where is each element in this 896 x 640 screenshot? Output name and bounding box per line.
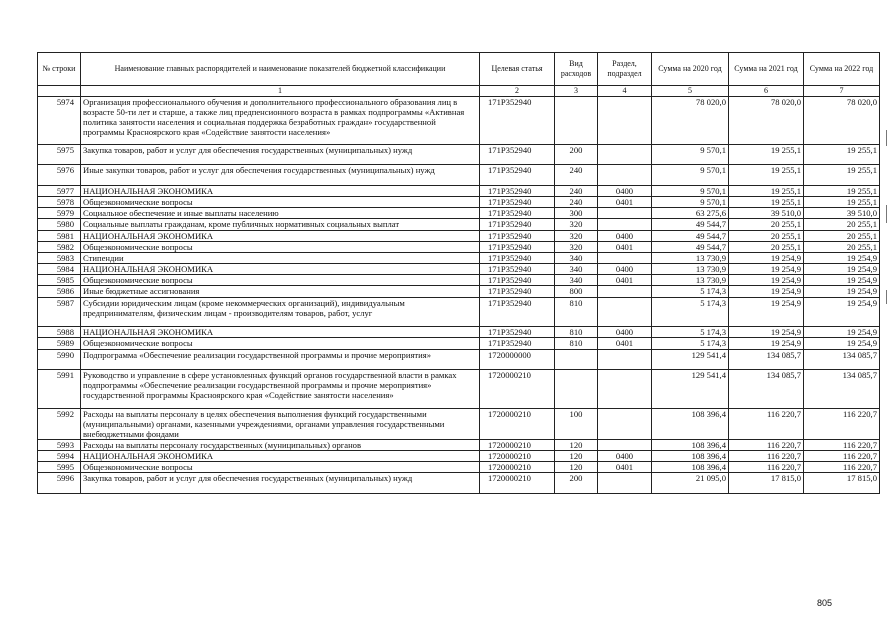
row-name: Социальное обеспечение и иные выплаты населению [81, 208, 480, 219]
row-sum-2022: 17 815,0 [804, 473, 880, 493]
row-number: 5986 [38, 286, 81, 297]
row-sum-2020: 13 730,9 [652, 275, 729, 286]
row-number: 5983 [38, 252, 81, 263]
row-section-code [598, 97, 652, 145]
row-number: 5988 [38, 327, 81, 338]
row-expense-kind: 810 [555, 327, 598, 338]
row-expense-kind: 240 [555, 165, 598, 185]
row-number: 5996 [38, 473, 81, 493]
row-number: 5995 [38, 462, 81, 473]
row-name: Расходы на выплаты персоналу государственных (муниципальных) органов [81, 439, 480, 450]
row-sum-2022: 19 254,9 [804, 252, 880, 263]
row-section-code [598, 286, 652, 297]
header-number [38, 86, 81, 97]
row-sum-2022: 19 254,9 [804, 286, 880, 297]
row-sum-2020: 5 174,3 [652, 338, 729, 349]
table-row [38, 349, 880, 369]
row-sum-2020: 129 541,4 [652, 370, 729, 409]
row-sum-2021: 116 220,7 [729, 451, 804, 462]
row-number: 5991 [38, 370, 81, 409]
row-expense-kind: 810 [555, 297, 598, 327]
row-sum-2021: 19 254,9 [729, 252, 804, 263]
table-row [38, 196, 880, 207]
row-expense-kind: 120 [555, 451, 598, 462]
row-expense-kind [555, 349, 598, 369]
row-number: 5994 [38, 451, 81, 462]
row-sum-2022: 19 255,1 [804, 185, 880, 196]
row-sum-2022: 20 255,1 [804, 241, 880, 252]
row-name: НАЦИОНАЛЬНАЯ ЭКОНОМИКА [81, 451, 480, 462]
row-sum-2021: 19 254,9 [729, 338, 804, 349]
row-number: 5987 [38, 297, 81, 327]
row-name: Общеэкономические вопросы [81, 275, 480, 286]
row-name: Субсидии юридическим лицам (кроме некоммерческих организаций), индивидуальным предпринимателям, физическим лицам - производителям товаров, работ, услуг [81, 297, 480, 327]
row-expense-kind: 200 [555, 145, 598, 165]
scan-edge-mark [886, 290, 887, 304]
row-sum-2020: 13 730,9 [652, 252, 729, 263]
row-sum-2022: 39 510,0 [804, 208, 880, 219]
row-section-code: 0401 [598, 338, 652, 349]
table-row [38, 451, 880, 462]
row-expense-kind: 120 [555, 439, 598, 450]
row-section-code [598, 165, 652, 185]
table-row [38, 252, 880, 263]
row-expense-kind: 340 [555, 264, 598, 275]
row-target-code: 171P352940 [480, 252, 555, 263]
row-section-code: 0400 [598, 230, 652, 241]
table-row [38, 286, 880, 297]
row-section-code: 0400 [598, 451, 652, 462]
row-section-code: 0401 [598, 462, 652, 473]
row-name: Расходы на выплаты персоналу в целях обеспечения выполнения функций государственными (муниципальными) органами, казенными учреждениями, органами управления государственными внебюджетными фондами [81, 408, 480, 439]
row-number: 5977 [38, 185, 81, 196]
table-body [38, 97, 880, 494]
row-sum-2021: 116 220,7 [729, 408, 804, 439]
row-target-code: 171P352940 [480, 196, 555, 207]
table-row [38, 439, 880, 450]
row-target-code: 171P352940 [480, 241, 555, 252]
row-number: 5979 [38, 208, 81, 219]
table-row [38, 264, 880, 275]
row-sum-2020: 9 570,1 [652, 185, 729, 196]
row-sum-2022: 19 255,1 [804, 145, 880, 165]
row-name: Стипендии [81, 252, 480, 263]
row-sum-2020: 9 570,1 [652, 145, 729, 165]
row-sum-2021: 20 255,1 [729, 219, 804, 230]
row-section-code: 0400 [598, 185, 652, 196]
row-sum-2020: 49 544,7 [652, 230, 729, 241]
row-name: Общеэкономические вопросы [81, 338, 480, 349]
table-row [38, 165, 880, 185]
row-target-code: 1720000210 [480, 462, 555, 473]
row-sum-2021: 19 254,9 [729, 264, 804, 275]
row-target-code: 171P352940 [480, 219, 555, 230]
row-name: НАЦИОНАЛЬНАЯ ЭКОНОМИКА [81, 230, 480, 241]
row-section-code [598, 473, 652, 493]
row-sum-2021: 19 255,1 [729, 165, 804, 185]
row-sum-2020: 49 544,7 [652, 241, 729, 252]
scan-edge-mark [886, 205, 887, 223]
row-number: 5993 [38, 439, 81, 450]
row-sum-2021: 19 254,9 [729, 286, 804, 297]
row-target-code: 171P352940 [480, 297, 555, 327]
row-name: НАЦИОНАЛЬНАЯ ЭКОНОМИКА [81, 185, 480, 196]
row-number: 5981 [38, 230, 81, 241]
row-number: 5989 [38, 338, 81, 349]
row-sum-2022: 19 254,9 [804, 297, 880, 327]
row-section-code [598, 370, 652, 409]
row-name: Организация профессионального обучения и дополнительного профессионального образования лиц в возрасте 50-ти лет и старше, а также лиц предпенсионного возраста в рамках подпрограммы «Активная политика занятости населения и социальная поддержка безработных граждан» государственной программы Красноярского края «Содействие занятости населения» [81, 97, 480, 145]
row-sum-2020: 13 730,9 [652, 264, 729, 275]
row-target-code: 1720000210 [480, 473, 555, 493]
row-expense-kind: 340 [555, 252, 598, 263]
row-sum-2022: 20 255,1 [804, 219, 880, 230]
header-sum-2022: Сумма на 2022 год [804, 53, 880, 86]
row-sum-2020: 108 396,4 [652, 451, 729, 462]
row-sum-2021: 19 255,1 [729, 145, 804, 165]
row-expense-kind: 240 [555, 185, 598, 196]
row-sum-2022: 116 220,7 [804, 462, 880, 473]
row-sum-2020: 5 174,3 [652, 297, 729, 327]
row-section-code [598, 145, 652, 165]
row-expense-kind: 200 [555, 473, 598, 493]
row-sum-2021: 19 254,9 [729, 275, 804, 286]
row-number: 5992 [38, 408, 81, 439]
row-name: НАЦИОНАЛЬНАЯ ЭКОНОМИКА [81, 327, 480, 338]
row-name: Общеэкономические вопросы [81, 462, 480, 473]
table-row [38, 208, 880, 219]
table-row [38, 97, 880, 145]
row-expense-kind: 810 [555, 338, 598, 349]
row-sum-2021: 134 085,7 [729, 370, 804, 409]
header-row [38, 53, 880, 86]
row-sum-2021: 19 254,9 [729, 297, 804, 327]
row-name: Подпрограмма «Обеспечение реализации государственной программы и прочие мероприятия» [81, 349, 480, 369]
row-sum-2022: 116 220,7 [804, 439, 880, 450]
row-name: Общеэкономические вопросы [81, 241, 480, 252]
row-sum-2021: 20 255,1 [729, 230, 804, 241]
header-number: 6 [729, 86, 804, 97]
row-sum-2020: 49 544,7 [652, 219, 729, 230]
row-section-code: 0401 [598, 196, 652, 207]
header-sum-2020: Сумма на 2020 год [652, 53, 729, 86]
row-sum-2022: 19 255,1 [804, 165, 880, 185]
row-sum-2021: 116 220,7 [729, 439, 804, 450]
header-target: Целевая статья [480, 53, 555, 86]
header-number: 4 [598, 86, 652, 97]
table-row [38, 462, 880, 473]
row-sum-2020: 5 174,3 [652, 327, 729, 338]
row-sum-2021: 39 510,0 [729, 208, 804, 219]
row-sum-2022: 19 254,9 [804, 338, 880, 349]
row-target-code: 171P352940 [480, 338, 555, 349]
row-section-code: 0400 [598, 264, 652, 275]
row-section-code: 0400 [598, 327, 652, 338]
header-name: Наименование главных распорядителей и наименование показателей бюджетной классификации [81, 53, 480, 86]
header-row-no: № строки [38, 53, 81, 86]
page-number: 805 [817, 598, 833, 608]
row-number: 5980 [38, 219, 81, 230]
row-expense-kind [555, 97, 598, 145]
row-number: 5975 [38, 145, 81, 165]
row-expense-kind: 340 [555, 275, 598, 286]
row-sum-2020: 108 396,4 [652, 408, 729, 439]
row-sum-2020: 9 570,1 [652, 165, 729, 185]
row-target-code: 171P352940 [480, 97, 555, 145]
table-row [38, 241, 880, 252]
row-sum-2021: 17 815,0 [729, 473, 804, 493]
row-sum-2021: 134 085,7 [729, 349, 804, 369]
table-row [38, 473, 880, 493]
row-name: Иные бюджетные ассигнования [81, 286, 480, 297]
table-row [38, 408, 880, 439]
row-sum-2022: 19 254,9 [804, 264, 880, 275]
row-target-code: 171P352940 [480, 185, 555, 196]
row-sum-2022: 19 255,1 [804, 196, 880, 207]
row-number: 5978 [38, 196, 81, 207]
row-sum-2020: 129 541,4 [652, 349, 729, 369]
row-expense-kind: 120 [555, 462, 598, 473]
row-section-code [598, 219, 652, 230]
row-number: 5985 [38, 275, 81, 286]
row-section-code [598, 208, 652, 219]
table-row [38, 145, 880, 165]
row-expense-kind: 320 [555, 241, 598, 252]
row-sum-2020: 5 174,3 [652, 286, 729, 297]
row-section-code [598, 252, 652, 263]
header-kind: Вид расходов [555, 53, 598, 86]
header-numbers-row [38, 86, 880, 97]
row-section-code [598, 349, 652, 369]
row-sum-2022: 134 085,7 [804, 370, 880, 409]
row-expense-kind: 320 [555, 230, 598, 241]
row-expense-kind: 300 [555, 208, 598, 219]
row-sum-2021: 19 255,1 [729, 196, 804, 207]
row-target-code: 171P352940 [480, 145, 555, 165]
row-sum-2022: 20 255,1 [804, 230, 880, 241]
table-row [38, 297, 880, 327]
row-section-code [598, 408, 652, 439]
row-target-code: 171P352940 [480, 264, 555, 275]
row-name: Руководство и управление в сфере установленных функций органов государственной власти в рамках подпрограммы «Обеспечение реализации государственной программы и прочие мероприятия» государственной программы Красноярского края «Содействие занятости населения» [81, 370, 480, 409]
row-target-code: 1720000210 [480, 408, 555, 439]
row-sum-2021: 116 220,7 [729, 462, 804, 473]
table-row [38, 338, 880, 349]
row-target-code: 1720000210 [480, 451, 555, 462]
row-target-code: 171P352940 [480, 327, 555, 338]
row-number: 5982 [38, 241, 81, 252]
budget-table [37, 52, 880, 494]
row-sum-2022: 116 220,7 [804, 408, 880, 439]
row-sum-2020: 108 396,4 [652, 462, 729, 473]
header-number: 3 [555, 86, 598, 97]
table-row [38, 327, 880, 338]
row-name: Закупка товаров, работ и услуг для обеспечения государственных (муниципальных) нужд [81, 473, 480, 493]
table-row [38, 275, 880, 286]
row-expense-kind: 800 [555, 286, 598, 297]
row-target-code: 171P352940 [480, 230, 555, 241]
table-row [38, 185, 880, 196]
row-sum-2020: 108 396,4 [652, 439, 729, 450]
header-number: 2 [480, 86, 555, 97]
header-number: 5 [652, 86, 729, 97]
row-number: 5984 [38, 264, 81, 275]
row-section-code: 0401 [598, 241, 652, 252]
row-section-code [598, 439, 652, 450]
row-sum-2022: 78 020,0 [804, 97, 880, 145]
row-section-code: 0401 [598, 275, 652, 286]
row-name: Закупка товаров, работ и услуг для обеспечения государственных (муниципальных) нужд [81, 145, 480, 165]
table-row [38, 219, 880, 230]
row-expense-kind: 240 [555, 196, 598, 207]
table-row [38, 230, 880, 241]
row-sum-2022: 134 085,7 [804, 349, 880, 369]
row-target-code: 171P352940 [480, 165, 555, 185]
row-expense-kind [555, 370, 598, 409]
row-target-code: 1720000000 [480, 349, 555, 369]
header-section: Раздел, подраздел [598, 53, 652, 86]
scan-edge-mark [886, 130, 887, 146]
table-row [38, 370, 880, 409]
row-target-code: 1720000210 [480, 370, 555, 409]
row-number: 5976 [38, 165, 81, 185]
row-target-code: 171P352940 [480, 275, 555, 286]
row-section-code [598, 297, 652, 327]
row-sum-2021: 19 254,9 [729, 327, 804, 338]
row-sum-2020: 63 275,6 [652, 208, 729, 219]
row-sum-2022: 19 254,9 [804, 327, 880, 338]
row-name: Иные закупки товаров, работ и услуг для обеспечения государственных (муниципальных) нужд [81, 165, 480, 185]
row-number: 5974 [38, 97, 81, 145]
header-number: 7 [804, 86, 880, 97]
row-sum-2022: 19 254,9 [804, 275, 880, 286]
row-expense-kind: 320 [555, 219, 598, 230]
row-sum-2021: 78 020,0 [729, 97, 804, 145]
row-sum-2021: 19 255,1 [729, 185, 804, 196]
row-name: Социальные выплаты гражданам, кроме публичных нормативных социальных выплат [81, 219, 480, 230]
row-name: Общеэкономические вопросы [81, 196, 480, 207]
row-expense-kind: 100 [555, 408, 598, 439]
row-number: 5990 [38, 349, 81, 369]
row-sum-2020: 21 095,0 [652, 473, 729, 493]
row-sum-2022: 116 220,7 [804, 451, 880, 462]
row-sum-2020: 9 570,1 [652, 196, 729, 207]
row-sum-2020: 78 020,0 [652, 97, 729, 145]
header-sum-2021: Сумма на 2021 год [729, 53, 804, 86]
row-target-code: 171P352940 [480, 286, 555, 297]
header-number: 1 [81, 86, 480, 97]
row-sum-2021: 20 255,1 [729, 241, 804, 252]
row-name: НАЦИОНАЛЬНАЯ ЭКОНОМИКА [81, 264, 480, 275]
row-target-code: 1720000210 [480, 439, 555, 450]
row-target-code: 171P352940 [480, 208, 555, 219]
